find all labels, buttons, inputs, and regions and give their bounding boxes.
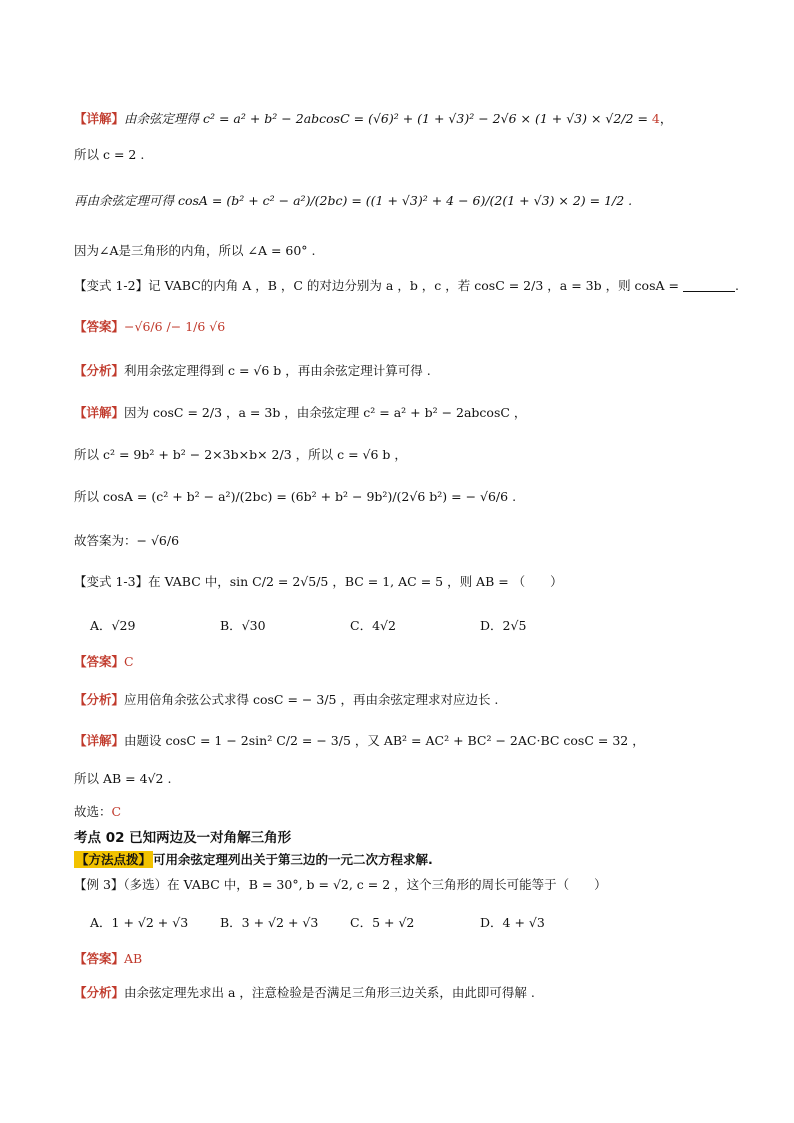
detail-tag: 【详解】	[74, 111, 125, 126]
answer-value: C	[111, 804, 122, 819]
question-text: 【变式 1-3】在 VABC 中，sin C/2 = 2√5/5 ，BC = 1, AC = 5 ，则 AB = （ ）	[74, 574, 563, 589]
analysis-text: 利用余弦定理得到 c = √6 b ，再由余弦定理计算可得 .	[124, 363, 431, 378]
final-answer-line	[74, 532, 179, 550]
example-3-question	[74, 876, 607, 894]
option-a[interactable]: A．√29	[90, 618, 136, 633]
answer-value: C	[124, 654, 134, 669]
detail-line	[74, 404, 526, 422]
solution-line	[74, 770, 171, 788]
solution-line-3	[74, 192, 632, 210]
variant-1-2-question: 【变式 1-2】记 VABC的内角 A ，B ，C 的对边分别为 a ，b ，c ，若 cosC = 2/3 ，a = 3b ，则 cosA = .	[74, 278, 739, 293]
analysis-line	[74, 362, 431, 380]
solution-line-4	[74, 242, 316, 260]
answer-line	[74, 950, 142, 968]
method-text: 可用余弦定理列出关于第三边的一元二次方程求解.	[153, 852, 433, 867]
question-text: 【例 3】（多选）在 VABC 中，B = 30°, b = √2, c = 2 ，这个三角形的周长可能等于（ ）	[74, 877, 607, 892]
answer-value: −√6/6 /− 1/6 √6	[124, 319, 226, 334]
option-d[interactable]: D．2√5	[480, 618, 527, 633]
solution-line	[74, 488, 516, 506]
detail-text: 由题设 cosC = 1 − 2sin² C/2 = − 3/5 ，又 AB² = AC² + BC² − 2AC·BC cosC = 32 ，	[124, 733, 645, 748]
section-heading: 考点 02 已知两边及一对角解三角形	[74, 830, 292, 846]
analysis-line	[74, 984, 535, 1002]
text: 所以 cosA = (c² + b² − a²)/(2bc) = (6b² + b² − 9b²)/(2√6 b²) = − √6/6 .	[74, 489, 517, 504]
detail-text: 因为 cosC = 2/3 ，a = 3b ，由余弦定理 c² = a² + b² − 2abcosC ，	[124, 405, 527, 420]
options-row-2	[90, 914, 610, 932]
answer-blank	[683, 279, 735, 292]
analysis-tag: 【分析】	[74, 985, 125, 1000]
detail-tag: 【详解】	[74, 733, 125, 748]
option-c[interactable]: C．5 + √2	[350, 915, 415, 930]
analysis-tag: 【分析】	[74, 363, 125, 378]
option-b[interactable]: B．3 + √2 + √3	[220, 915, 319, 930]
answer-tag: 【答案】	[74, 319, 125, 334]
answer-value: 4	[651, 111, 660, 126]
text: 故选：	[74, 804, 112, 819]
option-c[interactable]: C．4√2	[350, 618, 396, 633]
method-tag: 【方法点拨】	[76, 852, 152, 867]
detail-tag: 【详解】	[74, 405, 125, 420]
analysis-line	[74, 691, 498, 709]
analysis-tag: 【分析】	[74, 692, 125, 707]
text: 故答案为：− √6/6	[74, 533, 180, 548]
solution-line	[74, 446, 407, 464]
answer-value: AB	[124, 951, 143, 966]
choice-line	[74, 803, 121, 821]
formula-text: 由余弦定理得 c² = a² + b² − 2abcosC = (√6)² + (1 + √3)² − 2√6 × (1 + √3) × √2/2 =	[124, 111, 652, 126]
option-d[interactable]: D．4 + √3	[480, 915, 545, 930]
text: 所以 c = 2 .	[74, 147, 145, 162]
analysis-text: 由余弦定理先求出 a ，注意检验是否满足三角形三边关系，由此即可得解 .	[124, 985, 535, 1000]
answer-tag: 【答案】	[74, 951, 125, 966]
text: 所以 c² = 9b² + b² − 2×3b×b× 2/3 ，所以 c = √6 b ，	[74, 447, 407, 462]
method-tip	[74, 850, 433, 868]
question-text: 【变式 1-2】记 VABC的内角 A ，B ，C 的对边分别为 a ，b ，c ，若 cosC = 2/3 ，a = 3b ，则 cosA =	[74, 278, 683, 293]
text: 所以 AB = 4√2 .	[74, 771, 172, 786]
answer-line	[74, 318, 225, 336]
answer-tag: 【答案】	[74, 654, 125, 669]
analysis-text: 应用倍角余弦公式求得 cosC = − 3/5 ，再由余弦定理求对应边长 .	[124, 692, 499, 707]
text: 因为∠A是三角形的内角，所以 ∠A = 60° .	[74, 243, 316, 258]
detail-line	[74, 732, 645, 750]
option-b[interactable]: B．√30	[220, 618, 266, 633]
option-a[interactable]: A．1 + √2 + √3	[90, 915, 189, 930]
punctuation: ，	[659, 111, 673, 126]
solution-line-1	[74, 110, 672, 128]
options-row-1	[90, 617, 610, 635]
formula-text: 再由余弦定理可得 cosA = (b² + c² − a²)/(2bc) = ((1 + √3)² + 4 − 6)/(2(1 + √3) × 2) = 1/2 .	[74, 193, 633, 208]
variant-1-3-question	[74, 573, 563, 591]
answer-line	[74, 653, 134, 671]
solution-line-2	[74, 146, 144, 164]
